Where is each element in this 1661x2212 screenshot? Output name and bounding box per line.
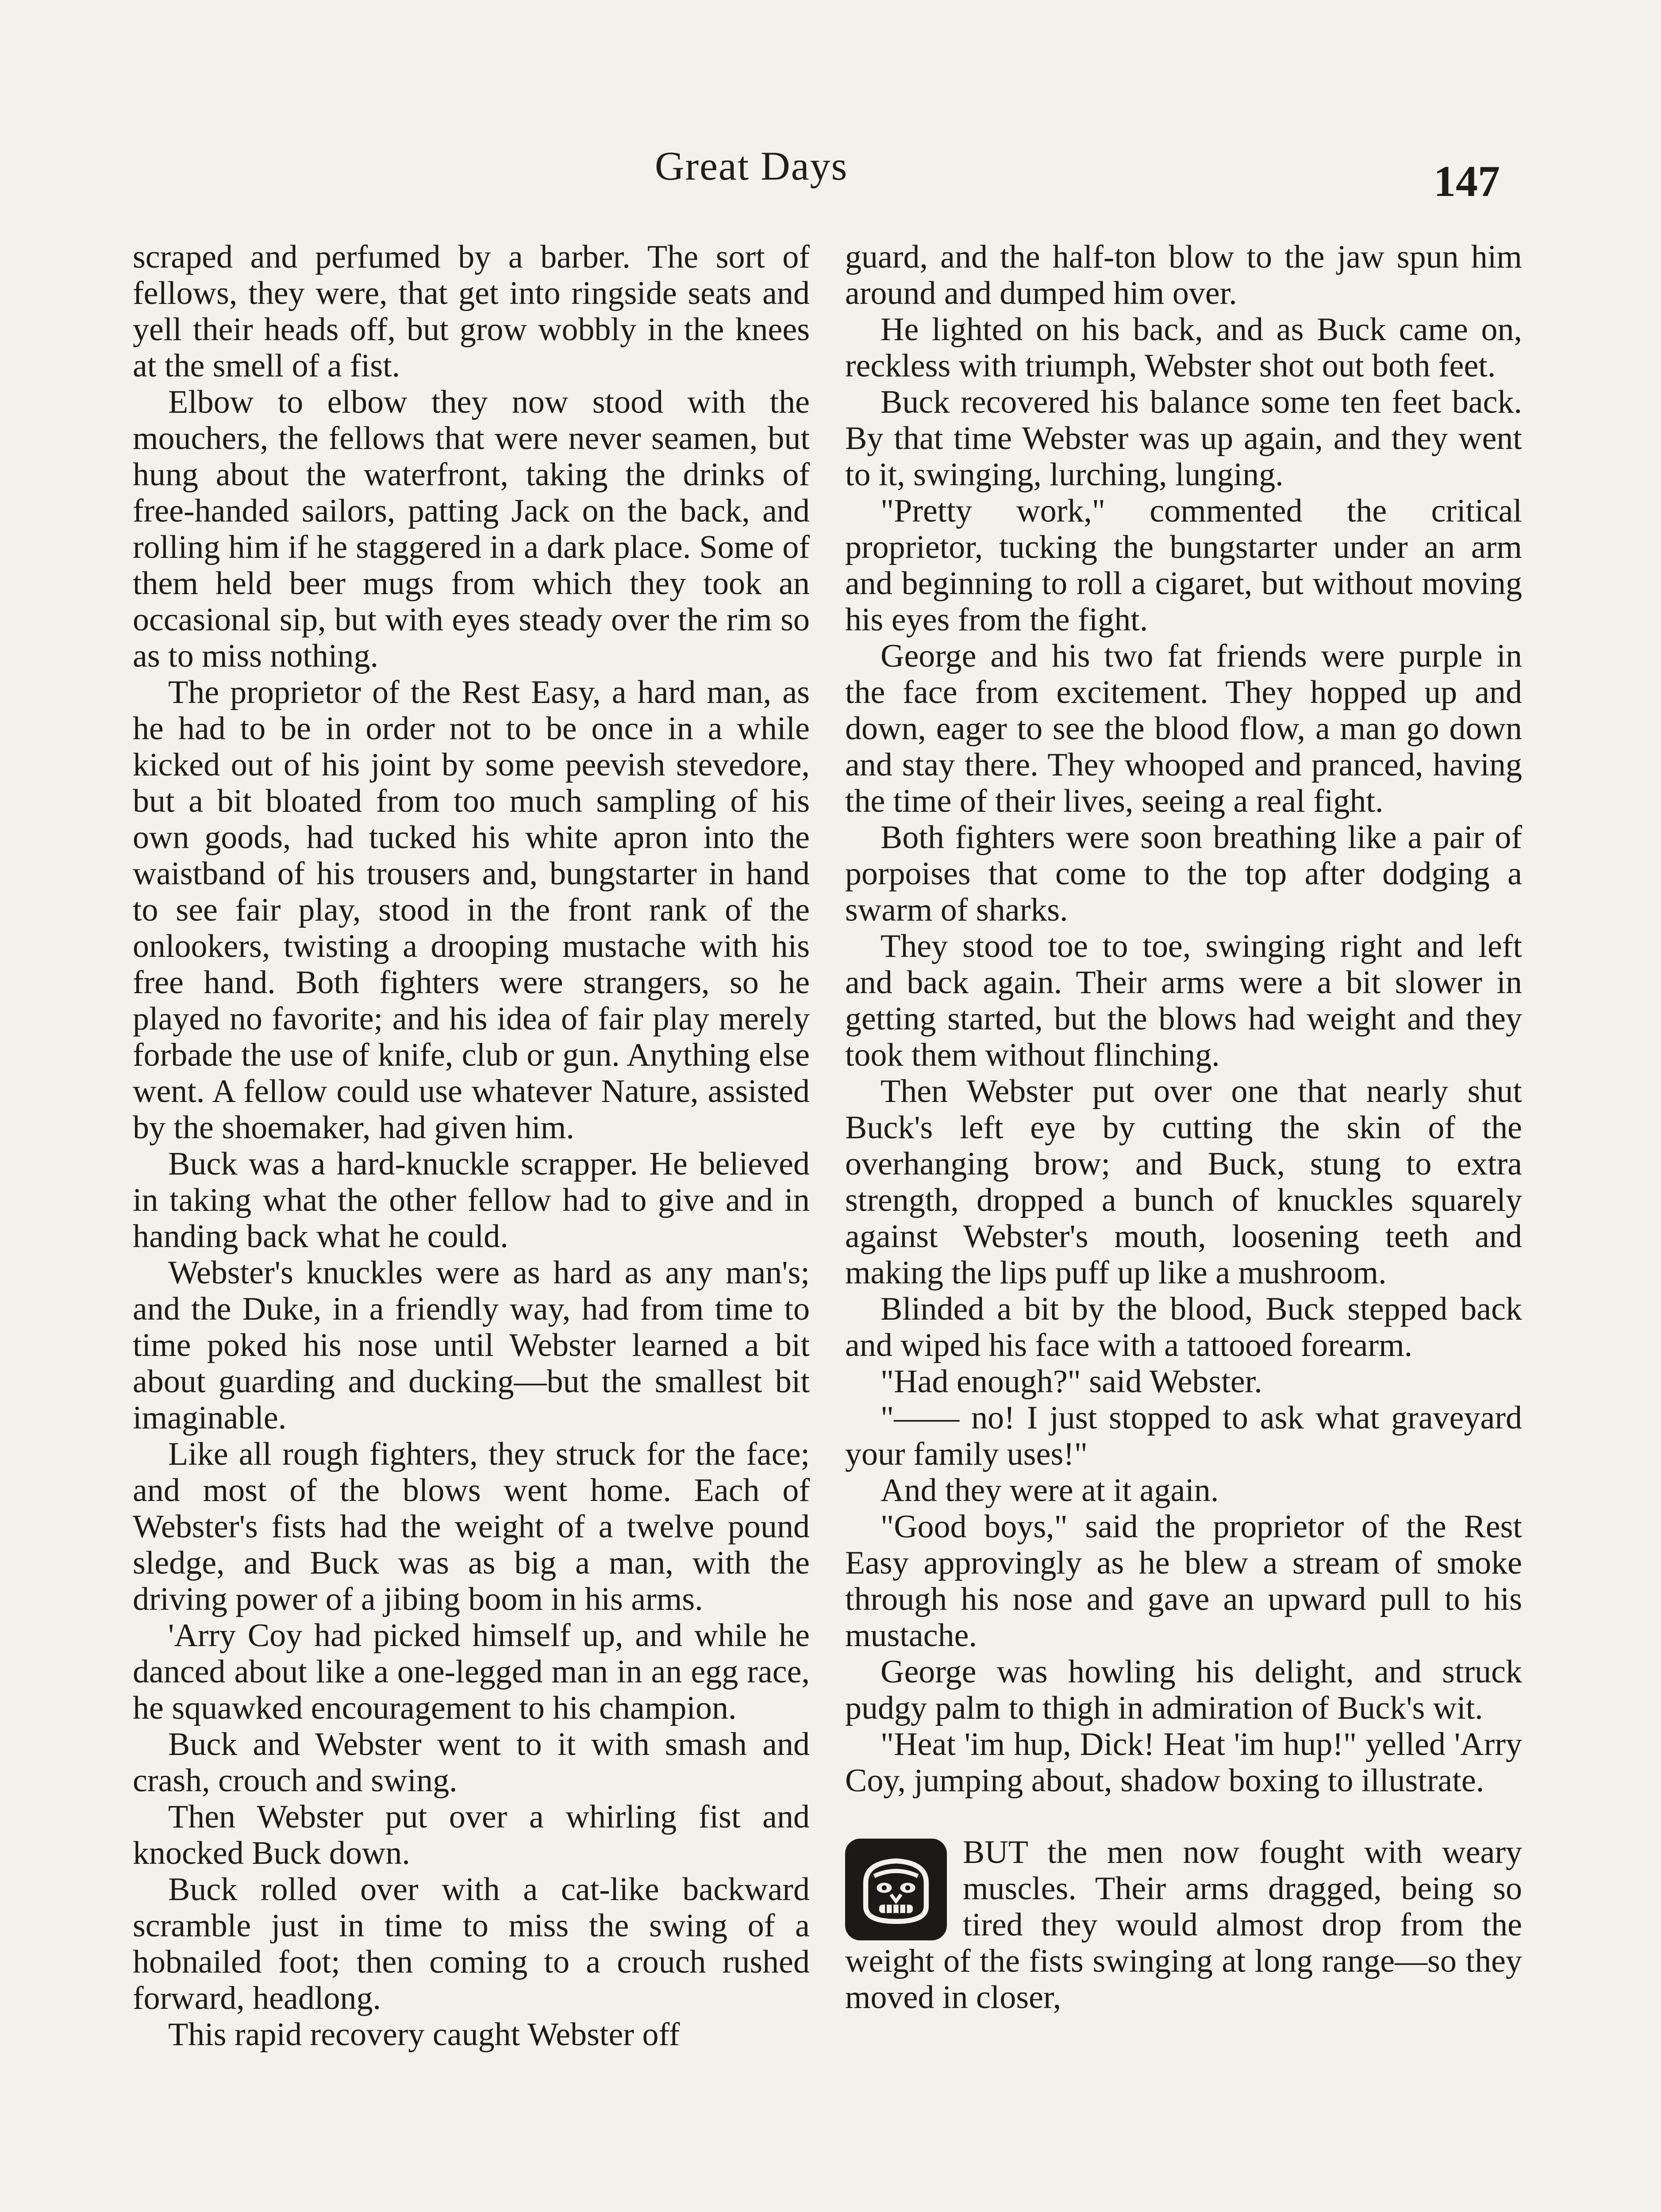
section-break [845, 1834, 1522, 2016]
paragraph: Buck recovered his balance some ten feet back. By that time Webster was up again, and they went to it, swinging, lurching, lunging. [845, 384, 1522, 493]
paragraph: 'Arry Coy had picked himself up, and while he danced about like a one-legged man in an egg race, he squawked encouragement to his champion. [133, 1617, 810, 1726]
paragraph: This rapid recovery caught Webster off [168, 2016, 680, 2053]
paragraph: "—— no! I just stopped to ask what graveyard your family uses!" [845, 1400, 1522, 1472]
page-number: 147 [1434, 157, 1500, 206]
totem-face-icon [845, 1839, 947, 1940]
section-break-text: BUT the men now fought with weary muscles. Their arms dragged, being so tired they would almost drop from the weight of the fists swinging at long range—so they moved in closer, [845, 1834, 1522, 2016]
left-column [133, 239, 810, 2053]
paragraph: "Had enough?" said Webster. [880, 1363, 1262, 1400]
paragraph: Then Webster put over a whirling fist and knocked Buck down. [133, 1799, 810, 1871]
paragraph: "Pretty work," commented the critical proprietor, tucking the bungstarter under an arm and beginning to roll a cigaret, but without moving his eyes from the fight. [845, 493, 1522, 638]
paragraph: They stood toe to toe, swinging right and left and back again. Their arms were a bit slower in getting started, but the blows had weight and they took them without flinching. [845, 928, 1522, 1073]
paragraph: He lighted on his back, and as Buck came on, reckless with triumph, Webster shot out both feet. [845, 311, 1522, 384]
totem-face-icon-art [854, 1847, 938, 1932]
right-column [845, 239, 1522, 2016]
paragraph: Blinded a bit by the blood, Buck stepped back and wiped his face with a tattooed forearm. [845, 1291, 1522, 1363]
paragraph: And they were at it again. [880, 1472, 1219, 1509]
paragraph: guard, and the half-ton blow to the jaw spun him around and dumped him over. [845, 239, 1522, 311]
paragraph: "Heat 'im hup, Dick! Heat 'im hup!" yelled 'Arry Coy, jumping about, shadow boxing to illustrate. [845, 1726, 1522, 1799]
paragraph: "Good boys," said the proprietor of the Rest Easy approvingly as he blew a stream of smoke through his nose and gave an upward pull to his mustache. [845, 1509, 1522, 1654]
paragraph: Then Webster put over one that nearly shut Buck's left eye by cutting the skin of the overhanging brow; and Buck, stung to extra strength, dropped a bunch of knuckles squarely against Webster's mouth, loosening teeth and making the lips puff up like a mushroom. [845, 1073, 1522, 1291]
paragraph: Elbow to elbow they now stood with the mouchers, the fellows that were never seamen, but hung about the waterfront, taking the drinks of free-handed sailors, patting Jack on the back, and rolling him if he staggered in a dark place. Some of them held beer mugs from which they took an occasional sip, but with eyes steady over the rim so as to miss nothing. [133, 384, 810, 674]
paragraph: Webster's knuckles were as hard as any man's; and the Duke, in a friendly way, had from time to time poked his nose until Webster learned a bit about guarding and ducking—but the smallest bit imaginable. [133, 1255, 810, 1436]
paragraph: Both fighters were soon breathing like a pair of porpoises that come to the top after dodging a swarm of sharks. [845, 819, 1522, 928]
paragraph: scraped and perfumed by a barber. The sort of fellows, they were, that get into ringside seats and yell their heads off, but grow wobbly in the knees at the smell of a fist. [133, 239, 810, 384]
running-head: Great Days [655, 143, 848, 188]
paragraph: The proprietor of the Rest Easy, a hard man, as he had to be in order not to be once in a while kicked out of his joint by some peevish stevedore, but a bit bloated from too much sampling of his own goods, had tucked his white apron into the waistband of his trousers and, bungstarter in hand to see fair play, stood in the front rank of the onlookers, twisting a drooping mustache with his free hand. Both fighters were strangers, so he played no favorite; and his idea of fair play merely forbade the use of knife, club or gun. Anything else went. A fellow could use whatever Nature, assisted by the shoemaker, had given him. [133, 674, 810, 1146]
paragraph: Buck and Webster went to it with smash and crash, crouch and swing. [133, 1726, 810, 1799]
paragraph: George and his two fat friends were purple in the face from excitement. They hopped up and down, eager to see the blood flow, a man go down and stay there. They whooped and pranced, having the time of their lives, seeing a real fight. [845, 638, 1522, 819]
paragraph: George was howling his delight, and struck pudgy palm to thigh in admiration of Buck's wit. [845, 1654, 1522, 1726]
paragraph: Buck was a hard-knuckle scrapper. He believed in taking what the other fellow had to give and in handing back what he could. [133, 1146, 810, 1255]
paragraph: Buck rolled over with a cat-like backward scramble just in time to miss the swing of a hobnailed foot; then coming to a crouch rushed forward, headlong. [133, 1871, 810, 2016]
paragraph: Like all rough fighters, they struck for the face; and most of the blows went home. Each of Webster's fists had the weight of a twelve pound sledge, and Buck was as big a man, with the driving power of a jibing boom in his arms. [133, 1436, 810, 1617]
